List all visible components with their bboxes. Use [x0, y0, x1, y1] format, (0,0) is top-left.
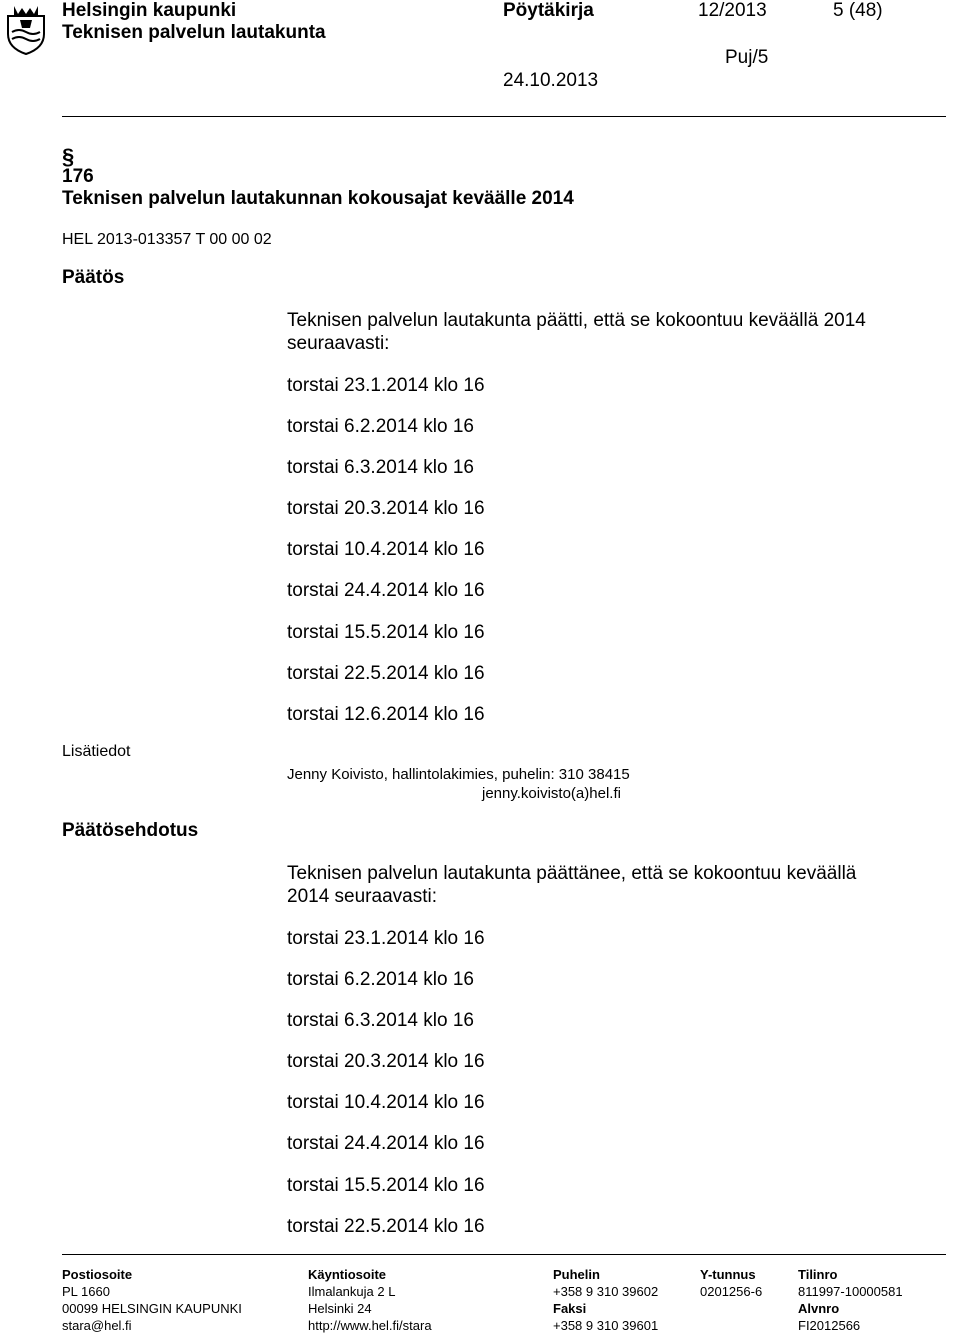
diary-number: HEL 2013-013357 T 00 00 02 [62, 231, 272, 248]
meeting-date-item: torstai 22.5.2014 klo 16 [287, 1215, 485, 1237]
case-heading [62, 166, 574, 210]
footer-value: +358 9 310 39602 [553, 1284, 659, 1299]
proposal-text [287, 862, 856, 908]
footer-label: Puhelin [553, 1267, 600, 1282]
meeting-date-item: torstai 23.1.2014 klo 16 [287, 928, 485, 949]
footer-business-id [700, 1266, 762, 1300]
meeting-date-item: torstai 6.2.2014 klo 16 [287, 416, 474, 438]
section-sign: § [62, 144, 75, 169]
case-number: 176 [62, 166, 94, 187]
footer-postal [62, 1266, 242, 1334]
header-divider [62, 116, 946, 117]
footer-website-link[interactable]: http://www.hel.fi/stara [308, 1318, 432, 1333]
meeting-date-item: torstai 6.2.2014 klo 16 [287, 969, 474, 991]
committee-name: Teknisen palvelun lautakunta [62, 22, 326, 43]
footer-label: Tilinro [798, 1267, 838, 1282]
footer-value: FI2012566 [798, 1318, 861, 1333]
contact-info [287, 765, 630, 803]
decision-text-line: Teknisen palvelun lautakunta päätti, että se kokoontuu keväällä 2014 [287, 310, 866, 331]
footer-value: 0201256-6 [700, 1284, 763, 1299]
meeting-date-item: torstai 10.4.2014 klo 16 [287, 539, 485, 561]
page-number: 5 (48) [833, 0, 883, 21]
meeting-date-item: torstai 12.6.2014 klo 16 [287, 703, 485, 725]
footer-phone [553, 1266, 658, 1334]
footer-email[interactable]: stara@hel.fi [62, 1318, 132, 1333]
minutes-number: 12/2013 [698, 0, 767, 21]
meeting-date-item: torstai 6.3.2014 klo 16 [287, 1010, 474, 1032]
section-code: Puj/5 [725, 47, 769, 68]
footer-visiting [308, 1266, 432, 1334]
footer-label: Y-tunnus [700, 1267, 756, 1282]
meeting-date-item: torstai 22.5.2014 klo 16 [287, 662, 485, 684]
meeting-date-item: torstai 24.4.2014 klo 16 [287, 580, 485, 602]
additional-info-heading: Lisätiedot [62, 743, 131, 760]
meeting-date-item: torstai 10.4.2014 klo 16 [287, 1092, 485, 1114]
footer-value: 811997-10000581 [798, 1284, 903, 1299]
footer-label: Käyntiosoite [308, 1267, 387, 1282]
footer-value: Helsinki 24 [308, 1301, 372, 1316]
footer-label: Alvnro [798, 1301, 840, 1316]
helsinki-crest-icon [4, 2, 48, 56]
footer-value: +358 9 310 39601 [553, 1318, 659, 1333]
footer-divider [62, 1254, 946, 1255]
case-title: Teknisen palvelun lautakunnan kokousajat keväälle 2014 [62, 188, 574, 209]
decision-text-line: seuraavasti: [287, 333, 390, 354]
footer-value: 00099 HELSINGIN KAUPUNKI [62, 1301, 242, 1316]
footer-label: Postiosoite [62, 1267, 133, 1282]
footer-value: PL 1660 [62, 1284, 110, 1299]
meeting-date-item: torstai 20.3.2014 klo 16 [287, 498, 485, 520]
decision-text [287, 309, 866, 355]
meeting-date-item: torstai 6.3.2014 klo 16 [287, 457, 474, 479]
meeting-date-item: torstai 20.3.2014 klo 16 [287, 1051, 485, 1073]
meeting-date-item: torstai 23.1.2014 klo 16 [287, 375, 485, 396]
proposal-heading: Päätösehdotus [62, 820, 199, 841]
meeting-date-item: torstai 24.4.2014 klo 16 [287, 1133, 485, 1155]
decision-heading: Päätös [62, 267, 125, 288]
document-type: Pöytäkirja [503, 0, 594, 21]
meeting-date: 24.10.2013 [503, 70, 599, 91]
proposal-dates-list [287, 927, 485, 1256]
footer-account [798, 1266, 903, 1334]
footer-value: Ilmalankuja 2 L [308, 1284, 396, 1299]
proposal-text-line: Teknisen palvelun lautakunta päättänee, että se kokoontuu keväällä [287, 863, 857, 884]
footer-label: Faksi [553, 1301, 587, 1316]
contact-email[interactable]: jenny.koivisto(a)hel.fi [482, 785, 621, 802]
city-name: Helsingin kaupunki [62, 0, 237, 21]
meeting-date-item: torstai 15.5.2014 klo 16 [287, 621, 485, 643]
contact-person: Jenny Koivisto, hallintolakimies, puhelin: 310 38415 [287, 766, 630, 783]
meeting-date-item: torstai 15.5.2014 klo 16 [287, 1174, 485, 1196]
proposal-text-line: 2014 seuraavasti: [287, 886, 437, 907]
decision-dates-list [287, 374, 485, 744]
